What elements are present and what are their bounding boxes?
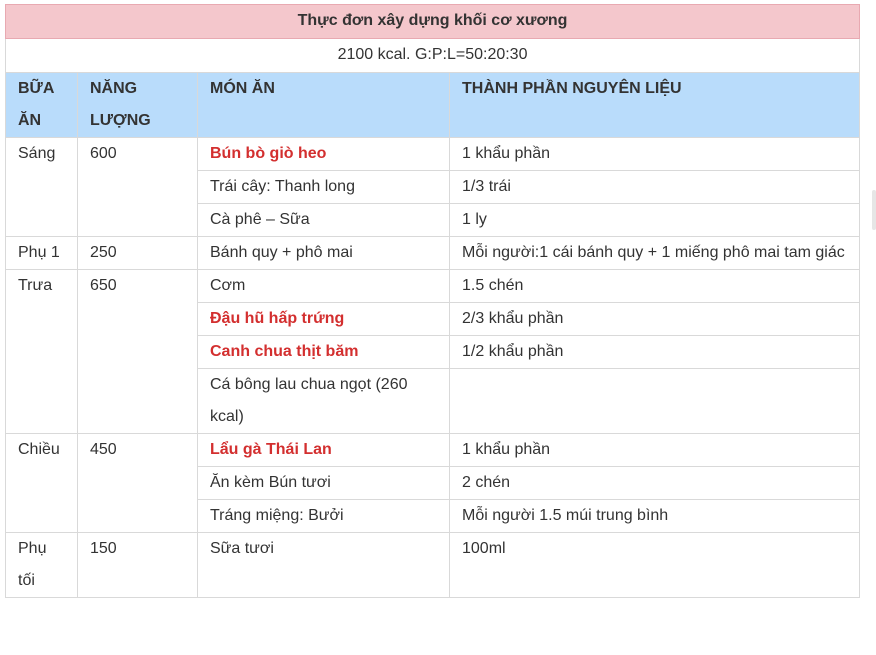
ingredient-cell: 2/3 khẩu phần (450, 303, 860, 336)
header-ingredients: THÀNH PHẦN NGUYÊN LIỆU (450, 73, 860, 138)
meal-cell: Trưa (6, 270, 78, 434)
table-title: Thực đơn xây dựng khối cơ xương (6, 5, 860, 39)
header-meal: BỮA ĂN (6, 73, 78, 138)
table-subtitle: 2100 kcal. G:P:L=50:20:30 (6, 39, 860, 73)
ingredient-cell: Mỗi người 1.5 múi trung bình (450, 500, 860, 533)
ingredient-cell: 2 chén (450, 467, 860, 500)
ingredient-cell: Mỗi người:1 cái bánh quy + 1 miếng phô mai tam giác (450, 237, 860, 270)
ingredient-cell: 1/3 trái (450, 171, 860, 204)
dish-cell: Trái cây: Thanh long (198, 171, 450, 204)
dish-cell: Đậu hũ hấp trứng (198, 303, 450, 336)
table-body (6, 138, 860, 598)
table-row (6, 533, 860, 598)
table-row (6, 270, 860, 303)
meal-cell: Phụ 1 (6, 237, 78, 270)
meal-cell: Phụ tối (6, 533, 78, 598)
energy-cell: 150 (78, 533, 198, 598)
ingredient-cell (450, 369, 860, 434)
energy-cell: 650 (78, 270, 198, 434)
table-row (6, 237, 860, 270)
meal-plan-table (5, 4, 860, 598)
dish-cell: Cơm (198, 270, 450, 303)
dish-cell: Bánh quy + phô mai (198, 237, 450, 270)
ingredient-cell: 100ml (450, 533, 860, 598)
dish-cell: Canh chua thịt băm (198, 336, 450, 369)
ingredient-cell: 1 ly (450, 204, 860, 237)
header-dish: MÓN ĂN (198, 73, 450, 138)
scrollbar[interactable] (872, 190, 876, 230)
dish-cell: Cà phê – Sữa (198, 204, 450, 237)
meal-cell: Sáng (6, 138, 78, 237)
energy-cell: 600 (78, 138, 198, 237)
table-row (6, 138, 860, 171)
dish-cell: Cá bông lau chua ngọt (260 kcal) (198, 369, 450, 434)
ingredient-cell: 1 khẩu phần (450, 434, 860, 467)
table-row (6, 434, 860, 467)
header-energy: NĂNG LƯỢNG (78, 73, 198, 138)
dish-cell: Tráng miệng: Bưởi (198, 500, 450, 533)
meal-cell: Chiều (6, 434, 78, 533)
ingredient-cell: 1 khẩu phần (450, 138, 860, 171)
dish-cell: Bún bò giò heo (198, 138, 450, 171)
energy-cell: 250 (78, 237, 198, 270)
dish-cell: Ăn kèm Bún tươi (198, 467, 450, 500)
dish-cell: Sữa tươi (198, 533, 450, 598)
ingredient-cell: 1.5 chén (450, 270, 860, 303)
dish-cell: Lẩu gà Thái Lan (198, 434, 450, 467)
energy-cell: 450 (78, 434, 198, 533)
ingredient-cell: 1/2 khẩu phần (450, 336, 860, 369)
